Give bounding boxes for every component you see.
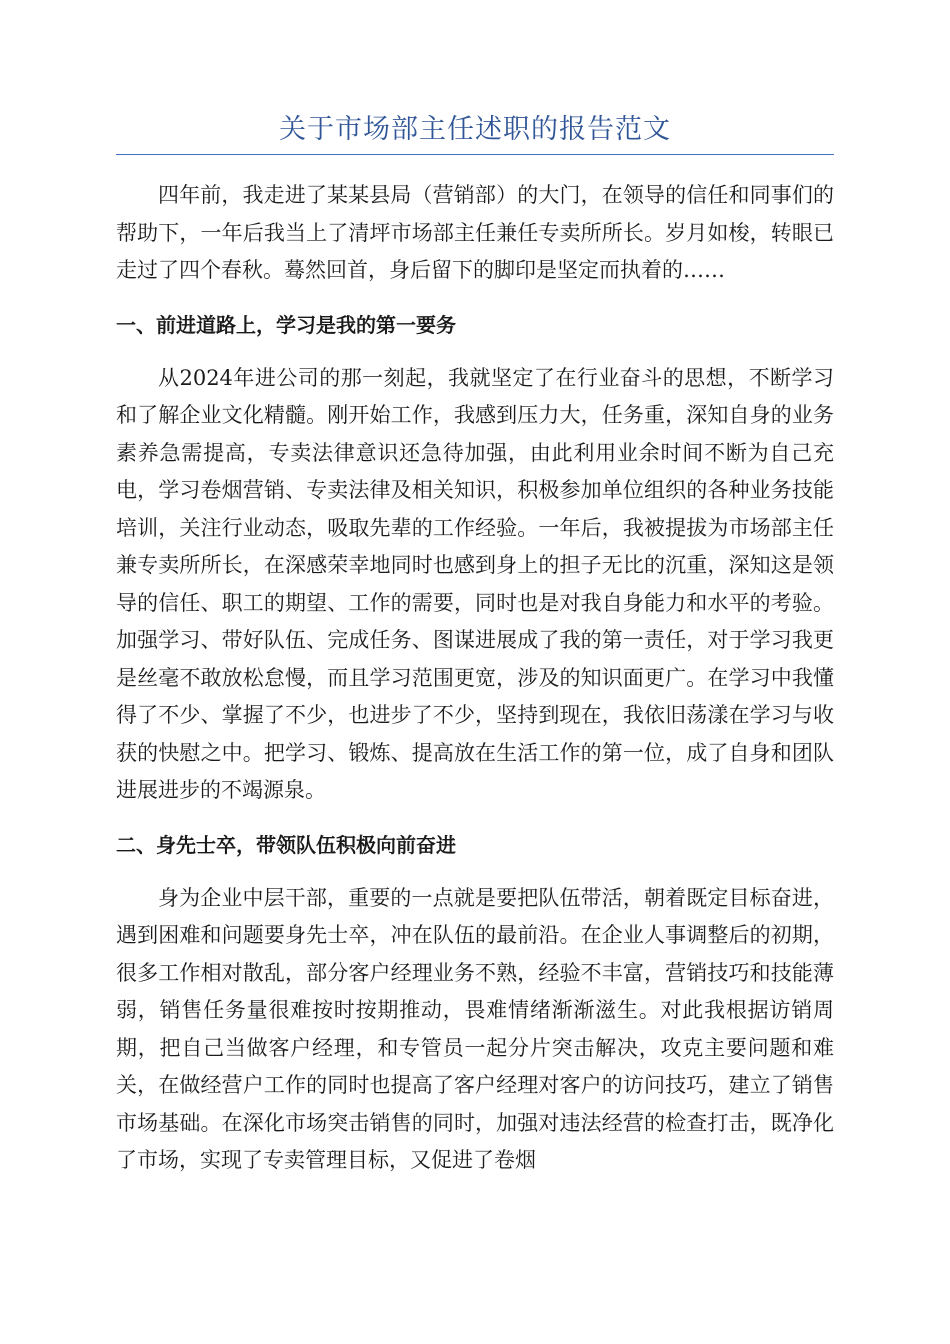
document-title: 关于市场部主任述职的报告范文 xyxy=(116,108,834,155)
section-heading-2: 二、身先士卒，带领队伍积极向前奋进 xyxy=(116,832,456,857)
section-body-1: 从2024年进公司的那一刻起，我就坚定了在行业奋斗的思想，不断学习和了解企业文化精髓。刚开始工作，我感到压力大，任务重，深知自身的业务素养急需提高，专卖法律意识还急待加强，由此利用业余时间不断为自己充电，学习卷烟营销、专卖法律及相关知识，积极参加单位组织的各种业务技能培训，关注行业动态，吸取先辈的工作经验。一年后，我被提拔为市场部主任兼专卖所所长，在深感荣幸地同时也感到身上的担子无比的沉重，深知这是领导的信任、职工的期望、工作的需要，同时也是对我自身能力和水平的考验。加强学习、带好队伍、完成任务、图谋进展成了我的第一责任，对于学习我更是丝毫不敢放松怠慢，而且学习范围更宽，涉及的知识面更广。在学习中我懂得了不少、掌握了不少，也进步了不少，坚持到现在，我依旧荡漾在学习与收获的快慰之中。把学习、锻炼、提高放在生活工作的第一位，成了自身和团队进展进步的不竭源泉。 xyxy=(116,365,834,802)
section-heading-1: 一、前进道路上，学习是我的第一要务 xyxy=(116,312,456,337)
intro-paragraph: 四年前，我走进了某某县局（营销部）的大门，在领导的信任和同事们的帮助下，一年后我当上了清坪市场部主任兼任专卖所所长。岁月如梭，转眼已走过了四个春秋。蓦然回首，身后留下的脚印是坚定而执着的…… xyxy=(116,183,834,282)
section-body-2: 身为企业中层干部，重要的一点就是要把队伍带活，朝着既定目标奋进，遇到困难和问题要身先士卒，冲在队伍的最前沿。在企业人事调整后的初期，很多工作相对散乱，部分客户经理业务不熟，经验不丰富，营销技巧和技能薄弱，销售任务量很难按时按期推动，畏难情绪渐渐滋生。对此我根据访销周期，把自己当做客户经理，和专管员一起分片突击解决，攻克主要问题和难关，在做经营户工作的同时也提高了客户经理对客户的访问技巧，建立了销售市场基础。在深化市场突击销售的同时，加强对违法经营的检查打击，既净化了市场，实现了专卖管理目标，又促进了卷烟 xyxy=(116,885,834,1172)
document-page xyxy=(116,108,834,1180)
